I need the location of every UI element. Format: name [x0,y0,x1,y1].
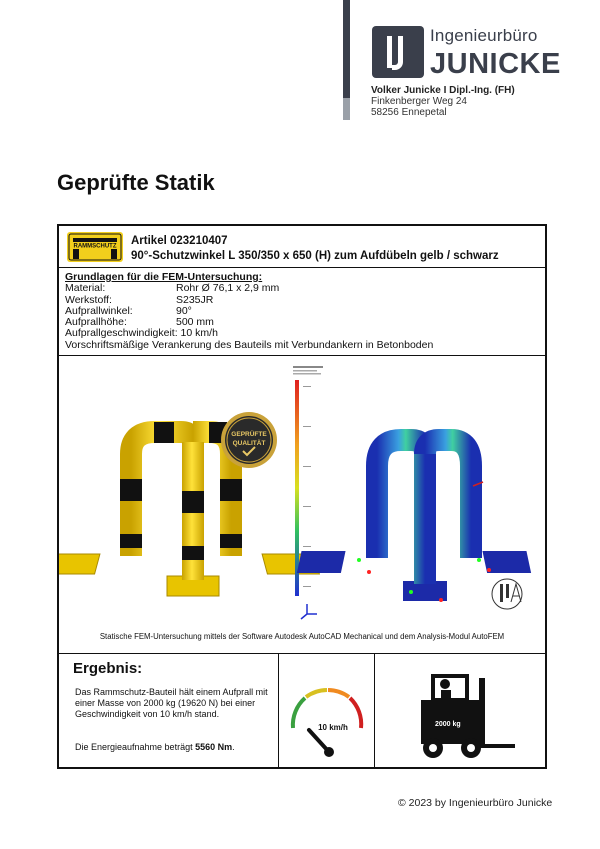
header-divider-bar [343,0,350,98]
forklift-icon [375,654,545,767]
rammschutz-logo-icon [67,232,123,262]
contact-street: Finkenberger Weg 24 [371,96,467,107]
basis-value: 90° [176,304,192,317]
logo-text-bottom: JUNICKE [430,48,561,80]
basis-label: Aufprallhöhe: [65,316,127,329]
energy-value: 5560 Nm [195,742,233,752]
article-row [59,226,545,268]
report-frame [57,224,547,769]
fem-caption: Statische FEM-Untersuchung mittels der Software Autodesk AutoCAD Mechanical und dem Analysis-Modul AutoFEM [99,632,505,641]
energy-suffix: . [232,742,235,752]
contact-name: Volker Junicke I Dipl.-Ing. (FH) [371,85,515,96]
page-title: Geprüfte Statik [57,170,215,195]
contact-address [371,85,515,118]
basis-value: 500 mm [176,316,214,329]
contact-city: 58256 Ennepetal [371,107,447,118]
fem-image-area [59,356,545,654]
seal-line-2: QUALITÄT [232,440,266,447]
gauge-label: 10 km/h [318,723,348,732]
result-row [59,654,545,767]
rammschutz-logo-text: RAMMSCHUTZ [73,243,117,250]
fem-model-image [297,440,531,602]
basis-value: Rohr Ø 76,1 x 2,9 mm [176,282,280,295]
company-logo [372,26,561,80]
fem-basis-section [59,268,545,356]
seal-line-1: GEPRÜFTE [231,431,267,438]
article-number: Artikel 023210407 [131,235,228,247]
speedometer-icon [279,654,375,767]
basis-label: Material: [65,282,106,295]
basis-label: Aufprallwinkel: [65,304,133,317]
stress-scale [293,366,323,619]
basis-label: Werkstoff: [65,293,112,306]
basis-row [65,317,545,328]
article-name: 90°-Schutzwinkel L 350/350 x 650 (H) zum Aufdübeln gelb / schwarz [131,250,499,262]
basis-value: S235JR [176,293,214,306]
logo-text-top: Ingenieurbüro [430,26,538,45]
energy-prefix: Die Energieaufnahme beträgt [75,742,193,752]
speed-gauge-cell [279,654,375,767]
quality-seal-icon [221,412,277,468]
result-energy [75,742,235,752]
fem-illustration [59,356,545,654]
basis-heading: Grundlagen für die FEM-Untersuchung: [65,271,263,283]
logo-mark-icon [372,26,424,78]
basis-row [65,306,545,317]
result-text-cell [59,654,279,767]
basis-row [65,295,545,306]
basis-row [65,283,545,294]
header-divider-accent [343,98,350,120]
result-description: Das Rammschutz-Bauteil hält einem Aufprall mit einer Masse von 2000 kg (19620 N) bei einer Geschwindigkeit von 10 km/h stand. [75,687,268,719]
engineer-stamp-icon [492,579,522,609]
basis-speed: Aufprallgeschwindigkeit: 10 km/h [65,327,218,340]
forklift-weight-label: 2000 kg [435,721,461,728]
forklift-cell [375,654,545,767]
protection-angle-photo [59,422,319,596]
basis-anchoring: Vorschriftsmäßige Verankerung des Bauteils mit Verbundankern in Betonboden [65,338,434,351]
footer-copyright: © 2023 by Ingenieurbüro Junicke [398,797,553,809]
result-heading: Ergebnis: [73,660,143,677]
